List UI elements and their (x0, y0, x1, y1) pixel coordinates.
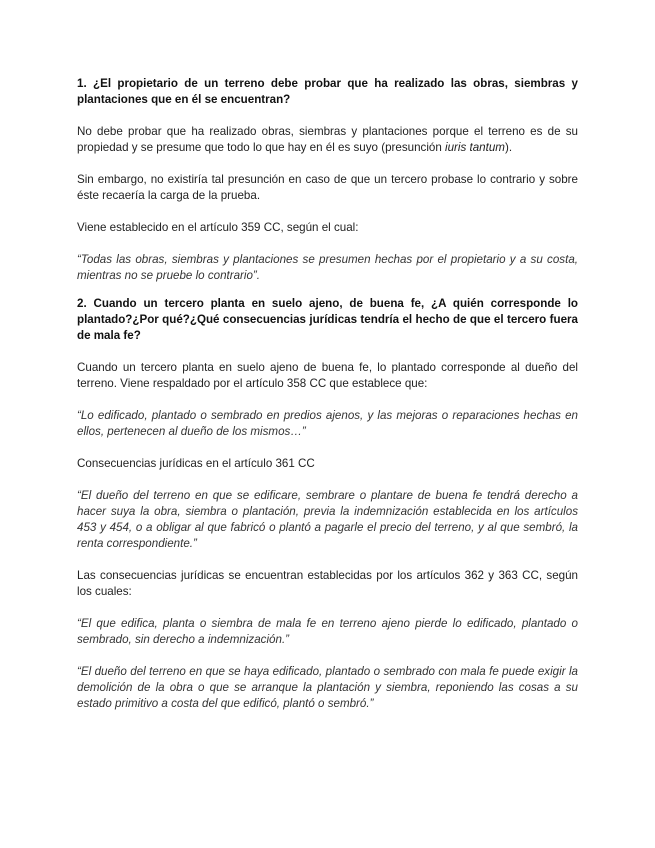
question-2-heading: 2. Cuando un tercero planta en suelo ajeno, de buena fe, ¿A quién corresponde lo plantado?¿Por qué?¿Qué consecuencias jurídicas tendría el hecho de que el tercero fuera de mala fe? (77, 297, 578, 342)
document-page (77, 76, 578, 712)
quote-article-358: “Lo edificado, plantado o sembrado en predios ajenos, y las mejoras o reparaciones hechas en ellos, pertenecen al dueño de los mismos…” (77, 409, 578, 438)
paragraph: Las consecuencias jurídicas se encuentran establecidas por los artículos 362 y 363 CC, según los cuales: (77, 569, 578, 598)
paragraph: Viene establecido en el artículo 359 CC, según el cual: (77, 221, 359, 234)
quote-article-362: “El que edifica, planta o siembra de mala fe en terreno ajeno pierde lo edificado, plantado o sembrado, sin derecho a indemnización.” (77, 617, 578, 646)
paragraph: Sin embargo, no existiría tal presunción en caso de que un tercero probase lo contrario y sobre éste recaería la carga de la prueba. (77, 173, 578, 202)
text-run: ). (504, 141, 513, 154)
paragraph (77, 124, 578, 156)
quote-article-359: “Todas las obras, siembras y plantaciones se presumen hechas por el propietario y a su costa, mientras no se pruebe lo contrario”. (77, 253, 578, 282)
quote-article-361: “El dueño del terreno en que se edificare, sembrare o plantare de buena fe tendrá derecho a hacer suya la obra, siembra o plantación, previa la indemnización establecida en los artículos 453 y 454, o a obligar al que fabricó o plantó a pagarle el precio del terreno, y al que sembró, la renta correspondiente.” (77, 489, 578, 550)
quote-article-363: “El dueño del terreno en que se haya edificado, plantado o sembrado con mala fe puede exigir la demolición de la obra o que se arranque la plantación y siembra, reponiendo las cosas a su estado primitivo a costa del que edificó, plantó o sembró.” (77, 665, 578, 710)
italic-term: iuris tantum (445, 141, 505, 154)
question-1-heading: 1. ¿El propietario de un terreno debe probar que ha realizado las obras, siembras y plantaciones que en él se encuentran? (77, 77, 578, 106)
paragraph: Cuando un tercero planta en suelo ajeno de buena fe, lo plantado corresponde al dueño del terreno. Viene respaldado por el artículo 358 CC que establece que: (77, 361, 578, 390)
text-run: No debe probar que ha realizado obras, siembras y plantaciones porque el terreno es de su propiedad y se presume que todo lo que hay en él es suyo (presunción (77, 125, 578, 154)
paragraph: Consecuencias jurídicas en el artículo 361 CC (77, 457, 315, 470)
